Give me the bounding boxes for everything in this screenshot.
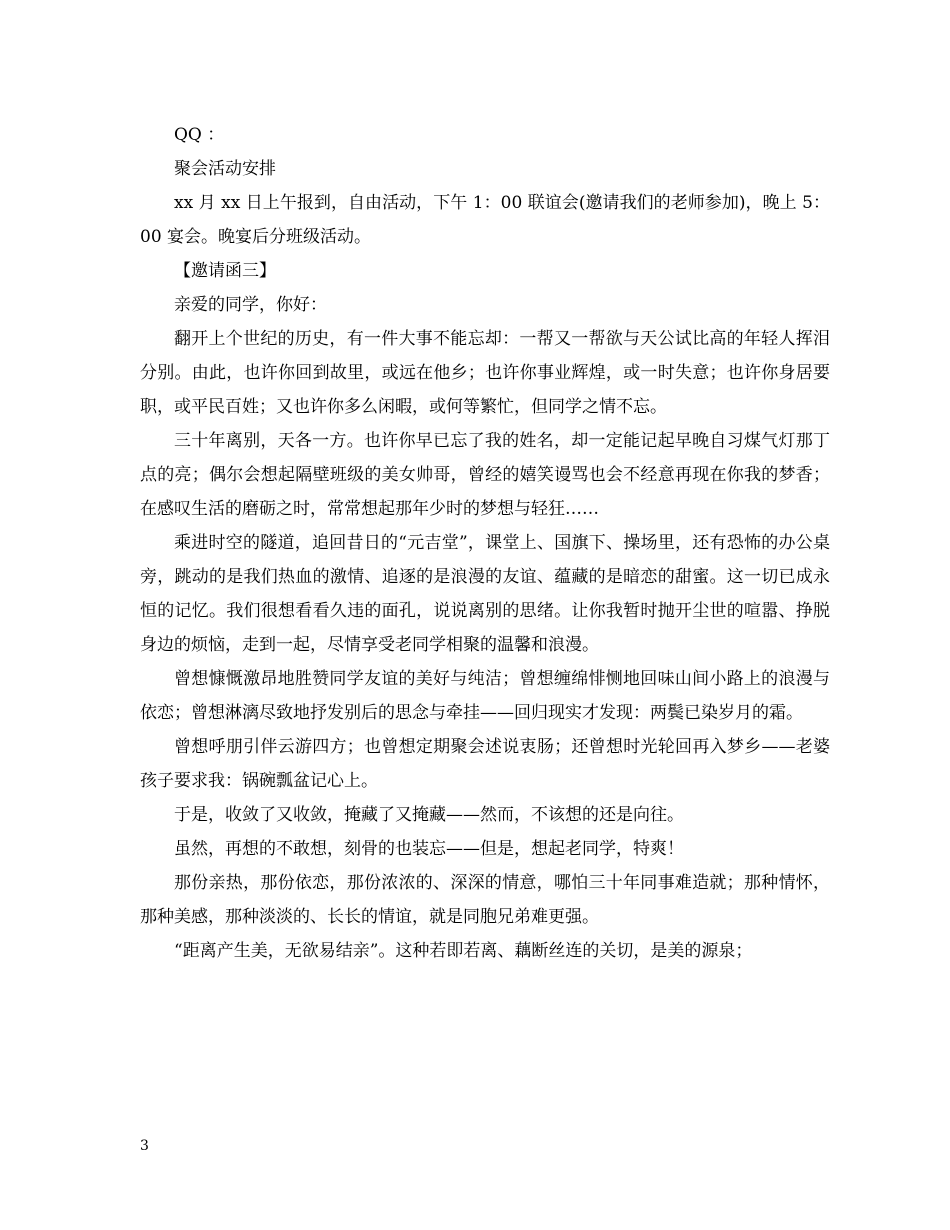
greeting-line: 亲爱的同学，你好： [174,295,327,315]
qq-line: QQ ： [174,125,225,145]
document-body [140,118,830,968]
time-tunnel-paragraph: 乘进时空的隧道，追回昔日的“元吉堂”，课堂上、国旗下、操场里，还有恐怖的办公桌旁，跳动的是我们热血的激情、追逐的是浪漫的友谊、蕴藏的是暗恋的甜蜜。这一切已成永恒的记忆。我们很想看看久违的面孔，说说离别的思绪。让你我暂时抛开尘世的喧嚣、挣脱身边的烦恼，走到一起，尽情享受老同学相聚的温馨和浪漫。 [140,533,830,655]
distance-paragraph: “距离产生美，无欲易结亲”。这种若即若离、藕断丝连的关切，是美的源泉； [174,941,753,961]
travel-paragraph: 曾想呼朋引伴云游四方；也曾想定期聚会述说衷肠；还曾想时光轮回再入梦乡——老婆孩子要求我：锅碗瓢盆记心上。 [140,737,830,791]
remembrance-line: 虽然，再想的不敢想，刻骨的也装忘——但是，想起老同学，特爽！ [174,839,684,859]
restraint-line: 于是，收敛了又收敛，掩藏了又掩藏——然而，不该想的还是向往。 [174,805,684,825]
history-paragraph: 翻开上个世纪的历史，有一件大事不能忘却：一帮又一帮欲与天公试比高的年轻人挥泪分别。由此，也许你回到故里，或远在他乡；也许你事业辉煌，或一时失意；也许你身居要职，或平民百姓；又也许你多么闲暇，或何等繁忙，但同学之情不忘。 [140,329,830,417]
schedule-paragraph: xx 月 xx 日上午报到，自由活动，下午 1：00 联谊会(邀请我们的老师参加)，晚上 5：00 宴会。晚宴后分班级活动。 [140,193,830,247]
invitation-three-heading: 【邀请函三】 [174,261,276,281]
page-number: 3 [140,1138,149,1154]
thirty-years-paragraph: 三十年离别，天各一方。也许你早已忘了我的姓名，却一定能记起早晚自习煤气灯那丁点的亮；偶尔会想起隔壁班级的美女帅哥，曾经的嬉笑谩骂也会不经意再现在你我的梦香；在感叹生活的磨砺之时，常常想起那年少时的梦想与轻狂…… [140,431,830,519]
event-heading: 聚会活动安排 [174,159,276,179]
affection-paragraph: 那份亲热，那份依恋，那份浓浓的、深深的情意，哪怕三十年同事难造就；那种情怀，那种美感，那种淡淡的、长长的情谊，就是同胞兄弟难更强。 [140,873,830,927]
friendship-paragraph: 曾想慷慨激昂地胜赞同学友谊的美好与纯洁；曾想缠绵悱恻地回味山间小路上的浪漫与依恋；曾想淋漓尽致地抒发别后的思念与牵挂——回归现实才发现：两鬓已染岁月的霜。 [140,669,830,723]
